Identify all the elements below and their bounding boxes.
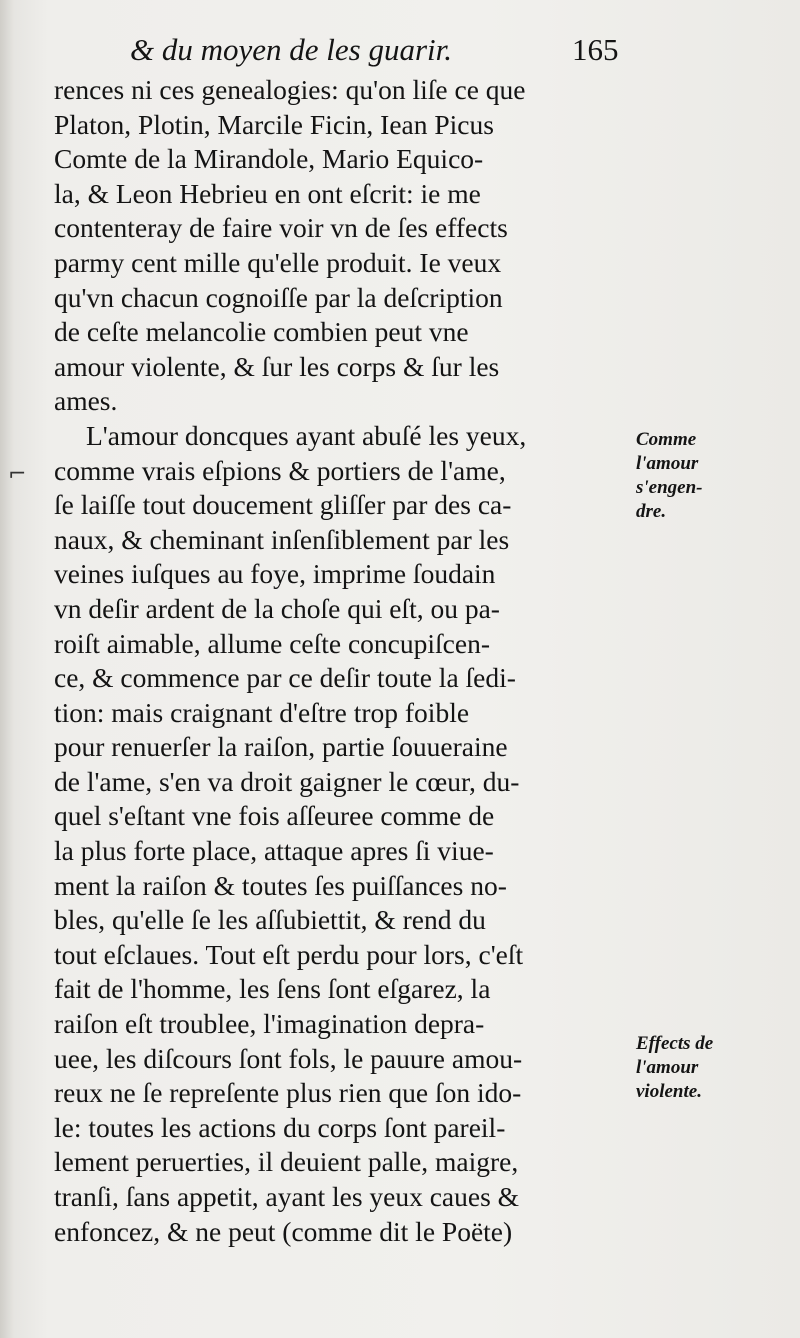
text-line: comme vrais eſpions & portiers de l'ame, (54, 454, 506, 486)
text-line: de l'ame, s'en va droit gaigner le cœur, du- (54, 765, 520, 797)
text-line: tranſi, ſans appetit, ayant les yeux caues & (54, 1181, 520, 1212)
running-head: & du moyen de les guarir. (130, 32, 453, 67)
text-line: contenteray de faire voir vn de ſes effects (54, 212, 508, 244)
margin-note-line: violente. (636, 1081, 702, 1102)
margin-note-comme-lamour (636, 428, 786, 524)
margin-note-line: dre. (636, 501, 667, 522)
text-line: quel s'eſtant vne fois aſſeuree comme de (54, 800, 495, 832)
text-line: parmy cent mille qu'elle produit. Ie veux (54, 246, 502, 278)
text-line: de ceſte melancolie combien peut vne (54, 316, 469, 348)
margin-note-line: Comme (636, 429, 697, 450)
text-line: ment la raiſon & toutes ſes puiſſances no- (54, 869, 507, 901)
text-line: tout eſclaues. Tout eſt perdu pour lors, c'eſt (54, 938, 524, 970)
text-line: veines iuſques au foye, imprime ſoudain (54, 558, 496, 590)
margin-note-line: s'engen- (636, 477, 703, 498)
text-line: uee, les diſcours ſont fols, le pauure amou- (54, 1042, 523, 1074)
text-line: pour renuerſer la raiſon, partie ſouueraine (54, 731, 508, 763)
text-line: bles, qu'elle ſe les aſſubiettit, & rend du (54, 904, 486, 936)
show-through-bleed (640, 620, 790, 710)
text-line: la plus forte place, attaque apres ſi viue- (54, 835, 494, 867)
margin-note-line: l'amour (636, 1057, 699, 1078)
text-line: roiſt aimable, allume ceſte concupiſcen- (54, 627, 490, 659)
text-line: amour violente, & ſur les corps & ſur les (54, 350, 500, 382)
text-line: reux ne ſe repreſente plus rien que ſon ido- (54, 1077, 522, 1109)
page-number: 165 (572, 32, 619, 67)
show-through-bleed (640, 60, 790, 180)
margin-note-line: Effects de (636, 1033, 714, 1054)
text-line: fait de l'homme, les ſens ſont eſgarez, la (54, 973, 491, 1005)
text-line: lement peruerties, il deuient palle, maigre, (54, 1146, 519, 1178)
text-line: ames. (54, 385, 118, 417)
text-line: le: toutes les actions du corps ſont pareil- (54, 1111, 506, 1143)
page-gutter-shadow (0, 0, 14, 1338)
text-line: qu'vn chacun cognoiſſe par la deſcription (54, 281, 503, 313)
paragraph-start-line: L'amour doncques ayant abuſé les yeux, (86, 419, 527, 451)
text-line: Comte de la Mirandole, Mario Equico- (54, 143, 484, 175)
text-line: naux, & cheminant inſenſiblement par les (54, 523, 510, 555)
text-line: tion: mais craignant d'eſtre trop foible (54, 696, 470, 728)
body-text (54, 73, 629, 1249)
margin-note-effects (636, 1032, 786, 1104)
text-line: la, & Leon Hebrieu en ont eſcrit: ie me (54, 177, 481, 209)
text-line: Platon, Plotin, Marcile Ficin, Iean Picus (54, 108, 494, 140)
text-line: rences ni ces genealogies: qu'on liſe ce que (54, 74, 526, 105)
text-line: enfoncez, & ne peut (comme dit le Poëte) (54, 1215, 513, 1247)
text-line: raiſon eſt troublee, l'imagination depra- (54, 1008, 485, 1040)
text-line: vn deſir ardent de la choſe qui eſt, ou pa- (54, 592, 500, 624)
text-line: ce, & commence par ce deſir toute la ſedi- (54, 662, 516, 694)
text-line: ſe laiſſe tout doucement gliſſer par des ca- (54, 489, 512, 521)
ink-mark: ⌐ (8, 462, 27, 487)
margin-note-line: l'amour (636, 453, 699, 474)
